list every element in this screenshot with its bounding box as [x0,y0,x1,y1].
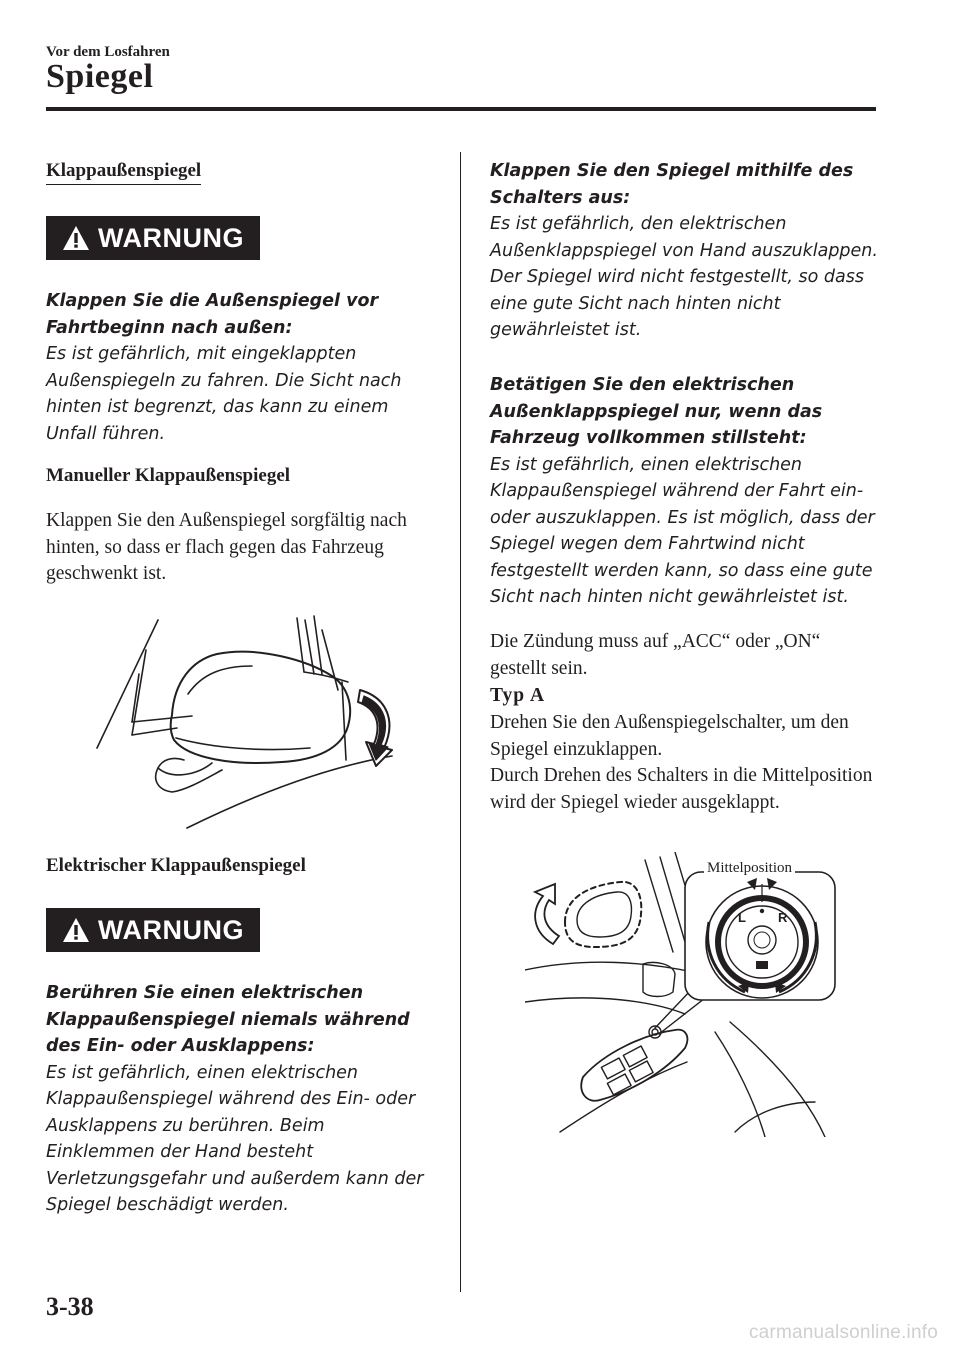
electric-heading: Elektrischer Klappaußenspiegel [46,855,306,876]
dial-right-label: R [778,910,788,925]
warning-body: Es ist gefährlich, mit eingeklappten Außenspiegeln zu fahren. Die Sicht nach hinten ist begrenzt, das kann zu einem Unfall führen. [46,344,402,444]
ignition-text: Die Zündung muss auf „ACC“ oder „ON“ gestellt sein. [490,631,821,679]
caution-text-1 [490,158,880,344]
warning-label: WARNUNG [98,222,244,253]
header-rule [46,107,876,111]
type-label: Typ A [490,685,546,706]
warning-bold: Klappen Sie die Außenspiegel vor Fahrtbeginn nach außen: [46,291,379,338]
section-heading-text: Klappaußenspiegel [46,160,201,185]
type-text-2: Durch Drehen des Schalters in die Mittelposition wird der Spiegel wieder ausgeklappt. [490,765,873,813]
caution-bold: Klappen Sie den Spiegel mithilfe des Schalters aus: [490,161,854,208]
warning-bold: Berühren Sie einen elektrischen Klappaußenspiegel niemals während des Ein- oder Ausklappens: [46,983,410,1056]
caution-text-2 [490,372,882,611]
type-text-1: Drehen Sie den Außenspiegelschalter, um den Spiegel einzuklappen. [490,712,849,760]
chapter-title: Spiegel [46,58,154,95]
warning-body: Es ist gefährlich, einen elektrischen Klappaußenspiegel während des Ein- oder Ausklappens zu berühren. Beim Einklemmen der Hand besteht Verletzungsgefahr und außerdem kann der Spiegel beschädigt werden. [46,1062,424,1215]
caution-body: Es ist gefährlich, einen elektrischen Klappaußenspiegel während der Fahrt ein- oder auszuklappen. Es ist möglich, dass der Spiegel wegen dem Fahrtwind nicht festgestellt werden kann, so dass eine gute Sicht nach hinten nicht gewährleistet ist. [490,454,875,607]
caution-bold: Betätigen Sie den elektrischen Außenklappspiegel nur, wenn das Fahrzeug vollkommen stillsteht: [490,375,823,448]
manual-mirror-illustration [92,610,422,840]
section-heading [46,160,201,182]
manual-text: Klappen Sie den Außenspiegel sorgfältig nach hinten, so dass er flach gegen das Fahrzeug geschwenkt ist. [46,510,407,584]
warning-banner-2 [46,908,260,952]
figure-label-mittelposition: Mittelposition [704,860,795,877]
warning-label: WARNUNG [98,914,244,945]
caution-body: Es ist gefährlich, den elektrischen Außenklappspiegel von Hand auszuklappen. Der Spiegel wird nicht festgestellt, so dass eine gute Sicht nach hinten nicht gewährleistet ist. [490,214,878,340]
column-divider [460,152,461,1292]
warning-text-1 [46,288,436,447]
warning-banner-1 [46,216,260,260]
page-number: 3-38 [46,1292,94,1321]
dial-left-label: L [738,910,746,925]
warning-text-2 [46,980,436,1219]
section-label: Vor dem Losfahren [46,44,170,60]
warning-triangle-icon [62,225,90,251]
mirror-switch-illustration [525,852,845,1137]
manual-heading: Manueller Klappaußenspiegel [46,465,291,486]
warning-triangle-icon [62,917,90,943]
watermark: carmanualsonline.info [748,1322,938,1343]
